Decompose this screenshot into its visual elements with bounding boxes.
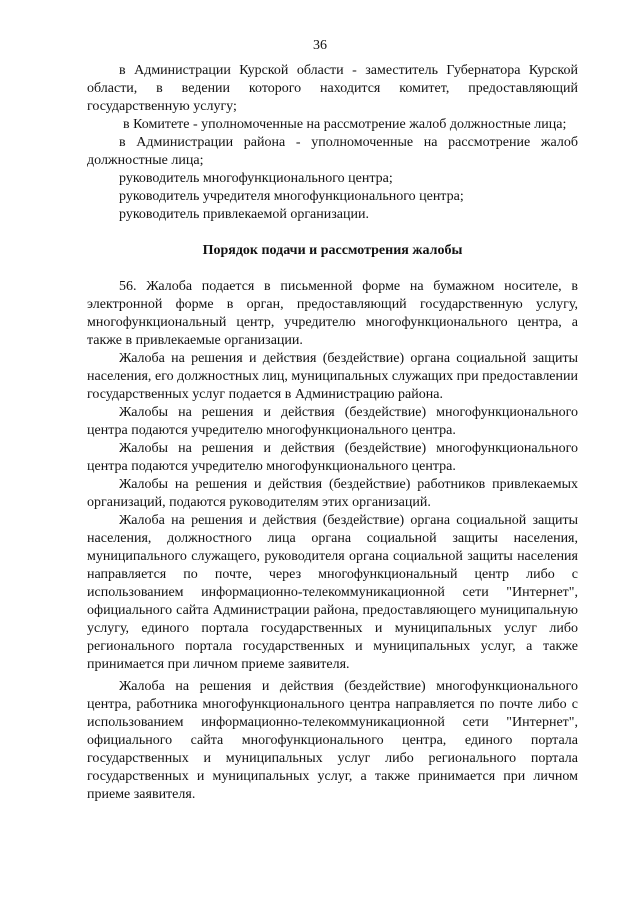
intro-item-mfc-head: руководитель многофункционального центра; [119, 171, 393, 186]
intro-item-district-administration: в Администрации района - уполномоченные на рассмотрение жалоб должностные лица; [87, 135, 578, 168]
paragraph-mfc-complaint-repeat: Жалобы на решения и действия (бездействие) многофункционального центра подаются учредителю многофункционального центра. [87, 441, 578, 474]
paragraph-56: 56. Жалоба подается в письменной форме на бумажном носителе, в электронной форме в орган, предоставляющий государственную услугу, многофункциональный центр, учредителю многофункционального центра, а также в привлекаемые организации. [87, 279, 578, 348]
paragraph-mfc-complaint: Жалобы на решения и действия (бездействие) многофункционального центра подаются учредителю многофункционального центра. [87, 405, 578, 438]
page-content [87, 62, 578, 804]
paragraph-mfc-submission: Жалоба на решения и действия (бездействие) многофункционального центра, работника многофункционального центра направляется по почте либо с использованием информационно-телекоммуникационной сети "Интернет", официального сайта многофункционального центра, единого портала государственных и муниципальных услуг либо регионального портала государственных и муниципальных услуг, а также принимается при личном приеме заявителя. [87, 679, 578, 802]
intro-item-mfc-founder-head: руководитель учредителя многофункционального центра; [119, 189, 464, 204]
intro-item-governor: в Администрации Курской области - заместитель Губернатора Курской области, в ведении которого находится комитет, предоставляющий государственную услугу; [87, 63, 578, 114]
section-heading: Порядок подачи и рассмотрения жалобы [202, 243, 463, 258]
paragraph-social-protection-submission: Жалоба на решения и действия (бездействие) органа социальной защиты населения, должностного лица органа социальной защиты населения, муниципального служащего, руководителя органа социальной защиты населения направляется по почте, через многофункциональный центр либо с использованием информационно-телекоммуникационной сети "Интернет", официального сайта Администрации района, предоставляющего муниципальную услугу, единого портала государственных и муниципальных услуг либо регионального портала государственных и муниципальных услуг, а также принимается при личном приеме заявителя. [87, 513, 578, 672]
intro-item-organization-head: руководитель привлекаемой организации. [119, 207, 369, 222]
paragraph-organization-complaint: Жалобы на решения и действия (бездействие) работников привлекаемых организаций, подаются руководителям этих организаций. [87, 477, 578, 510]
page-number: 36 [313, 38, 327, 53]
paragraph-social-protection-complaint: Жалоба на решения и действия (бездействие) органа социальной защиты населения, его должностных лиц, муниципальных служащих при предоставлении государственных услуг подается в Администрацию района. [87, 351, 578, 402]
intro-item-committee: в Комитете - уполномоченные на рассмотрение жалоб должностные лица; [123, 117, 567, 132]
